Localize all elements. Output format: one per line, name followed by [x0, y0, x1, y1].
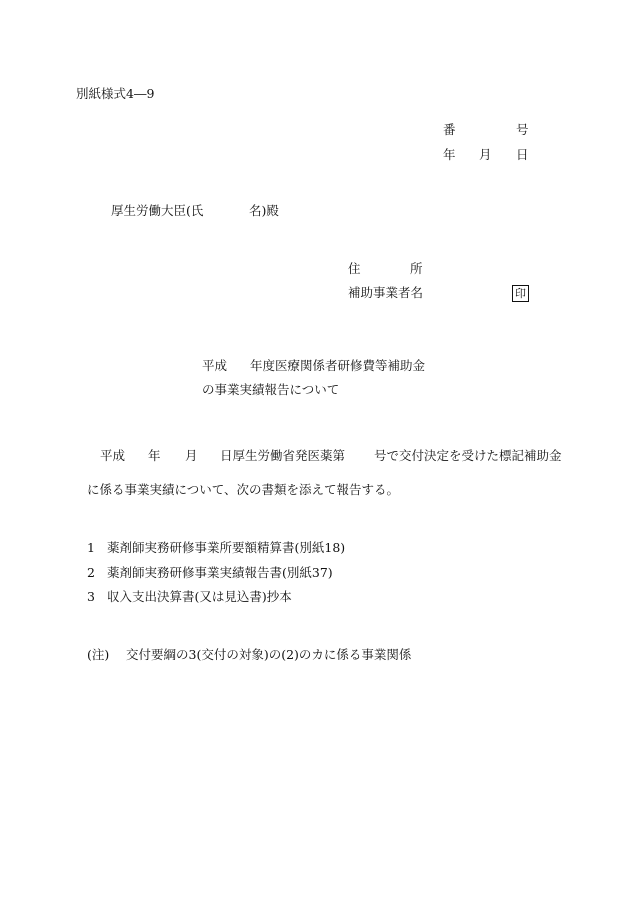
title-era: 平成 [202, 358, 228, 373]
title-line-1: 年度医療関係者研修費等補助金 [250, 358, 426, 373]
body-year: 年 [148, 448, 161, 463]
body-line-1-main: 日厚生労働省発医薬第 [220, 448, 346, 463]
note-label: (注) [87, 647, 110, 662]
body-month: 月 [185, 448, 198, 463]
attachment-2-number: 2 [87, 565, 95, 580]
date-year: 年 [443, 147, 456, 162]
attachment-1-text: 薬剤師実務研修事業所要額精算書(別紙18) [107, 540, 346, 555]
attachment-3-number: 3 [87, 589, 95, 604]
date-day: 日 [516, 147, 529, 162]
seal-mark: 印 [512, 285, 529, 302]
body-line-1-tail: 号で交付決定を受けた標記補助金 [374, 448, 562, 463]
number-ban: 番 [443, 122, 456, 137]
body-line-2: に係る事業実績について、次の書類を添えて報告する。 [87, 482, 400, 497]
attachment-3-text: 収入支出決算書(又は見込書)抄本 [107, 589, 292, 604]
address-label-right: 所 [410, 261, 423, 276]
applicant-name-label: 補助事業者名 [348, 285, 424, 300]
note-text: 交付要綱の3(交付の対象)の(2)のカに係る事業関係 [126, 647, 412, 662]
attachment-2-text: 薬剤師実務研修事業実績報告書(別紙37) [107, 565, 333, 580]
body-era: 平成 [100, 448, 126, 463]
form-label: 別紙様式4―9 [76, 86, 155, 101]
addressee-prefix: 厚生労働大臣(氏 [111, 203, 204, 218]
address-label-left: 住 [348, 261, 361, 276]
addressee-suffix: 名)殿 [249, 203, 279, 218]
date-month: 月 [479, 147, 492, 162]
number-go: 号 [516, 122, 529, 137]
attachment-1-number: 1 [87, 540, 95, 555]
title-line-2: の事業実績報告について [202, 382, 340, 397]
